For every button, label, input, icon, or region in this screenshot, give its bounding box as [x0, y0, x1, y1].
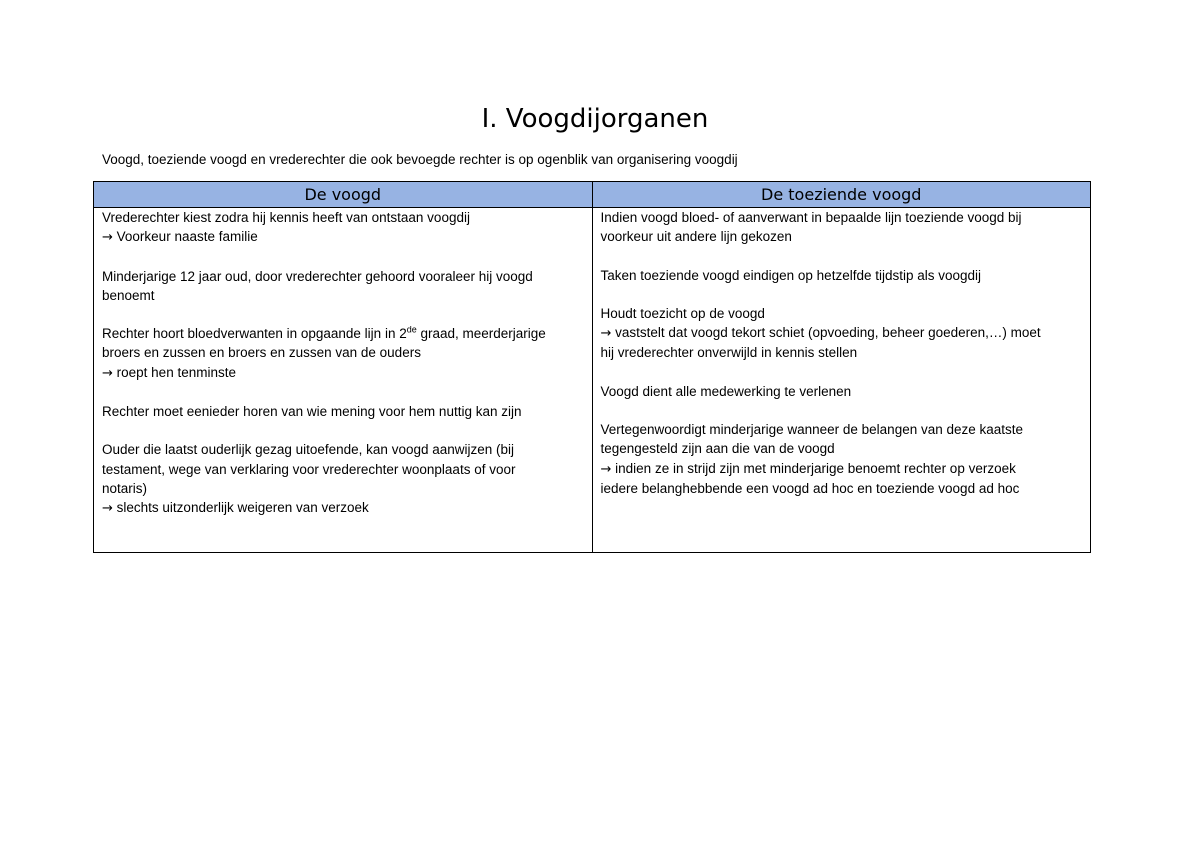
text-fragment: Voorkeur naaste familie	[112, 229, 258, 245]
text-line: Houdt toezicht op de voogd	[600, 305, 765, 321]
text-line	[601, 459, 1083, 479]
text-line	[102, 498, 584, 518]
arrow-right-icon: →	[102, 365, 113, 381]
paragraph	[102, 402, 584, 421]
text-line: iedere belanghebbende een voogd ad hoc en toeziende voogd ad hoc	[600, 480, 1020, 496]
text-line: Vrederechter kiest zodra hij kennis heeft van ontstaan voogdij	[102, 210, 470, 225]
voogdij-table	[93, 181, 1091, 553]
text-line	[102, 363, 584, 383]
text-line: voorkeur uit andere lijn gekozen	[600, 229, 792, 245]
arrow-right-icon: →	[102, 500, 113, 516]
paragraph	[102, 440, 584, 518]
paragraph	[601, 266, 1083, 285]
text-fragment: graad, meerderjarige	[416, 326, 546, 342]
text-fragment: slechts uitzonderlijk weigeren van verzoek	[112, 499, 369, 515]
table-row	[94, 208, 1091, 553]
paragraph	[601, 420, 1083, 498]
text-fragment: indien ze in strijd zijn met minderjarige benoemt rechter op verzoek	[611, 460, 1016, 476]
cell-de-toeziende-voogd	[592, 208, 1091, 553]
text-line: broers en zussen en broers en zussen van de ouders	[102, 345, 421, 361]
text-line	[601, 323, 1083, 343]
text-line: tegengesteld zijn aan die van de voogd	[600, 441, 835, 457]
text-line: Vertegenwoordigt minderjarige wanneer de belangen van deze kaatste	[600, 422, 1024, 438]
text-fragment: vaststelt dat voogd tekort schiet (opvoeding, beheer goederen,…) moet	[611, 325, 1041, 341]
paragraph	[601, 208, 1083, 246]
paragraph	[601, 304, 1083, 363]
text-line	[102, 227, 584, 247]
text-line: Voogd dient alle medewerking te verlenen	[600, 383, 852, 399]
paragraph	[102, 208, 584, 247]
arrow-right-icon: →	[600, 326, 612, 342]
page-title: I. Voogdijorganen	[481, 104, 709, 134]
text-line: Minderjarige 12 jaar oud, door vrederechter gehoord vooraleer hij voogd	[102, 268, 533, 284]
text-fragment: roept hen tenminste	[112, 364, 236, 380]
paragraph	[102, 267, 584, 305]
text-line: Rechter moet eenieder horen van wie mening voor hem nuttig kan zijn	[102, 403, 522, 419]
text-line: Ouder die laatst ouderlijk gezag uitoefende, kan voogd aanwijzen (bij	[102, 442, 515, 458]
table-header-row	[94, 182, 1091, 208]
paragraph	[102, 324, 584, 383]
arrow-right-icon: →	[102, 230, 113, 246]
text-line: Taken toeziende voogd eindigen op hetzelfde tijdstip als voogdij	[600, 267, 982, 283]
text-line	[102, 324, 584, 343]
text-line: notaris)	[102, 480, 148, 496]
paragraph	[601, 382, 1083, 401]
text-line: hij vrederechter onverwijld in kennis stellen	[600, 345, 858, 361]
superscript: de	[406, 324, 417, 335]
arrow-right-icon: →	[600, 461, 612, 477]
cell-de-voogd	[94, 208, 593, 553]
text-fragment: Rechter hoort bloedverwanten in opgaande lijn in 2	[102, 326, 407, 342]
header-de-voogd: De voogd	[94, 182, 593, 208]
intro-text: Voogd, toeziende voogd en vrederechter die ook bevoegde rechter is op ogenblik van organisering voogdij	[102, 152, 738, 167]
text-line: testament, wege van verklaring voor vrederechter woonplaats of voor	[102, 461, 516, 477]
text-line: benoemt	[102, 287, 155, 303]
text-line: Indien voogd bloed- of aanverwant in bepaalde lijn toeziende voogd bij	[600, 210, 1022, 225]
header-de-toeziende-voogd: De toeziende voogd	[592, 182, 1091, 208]
